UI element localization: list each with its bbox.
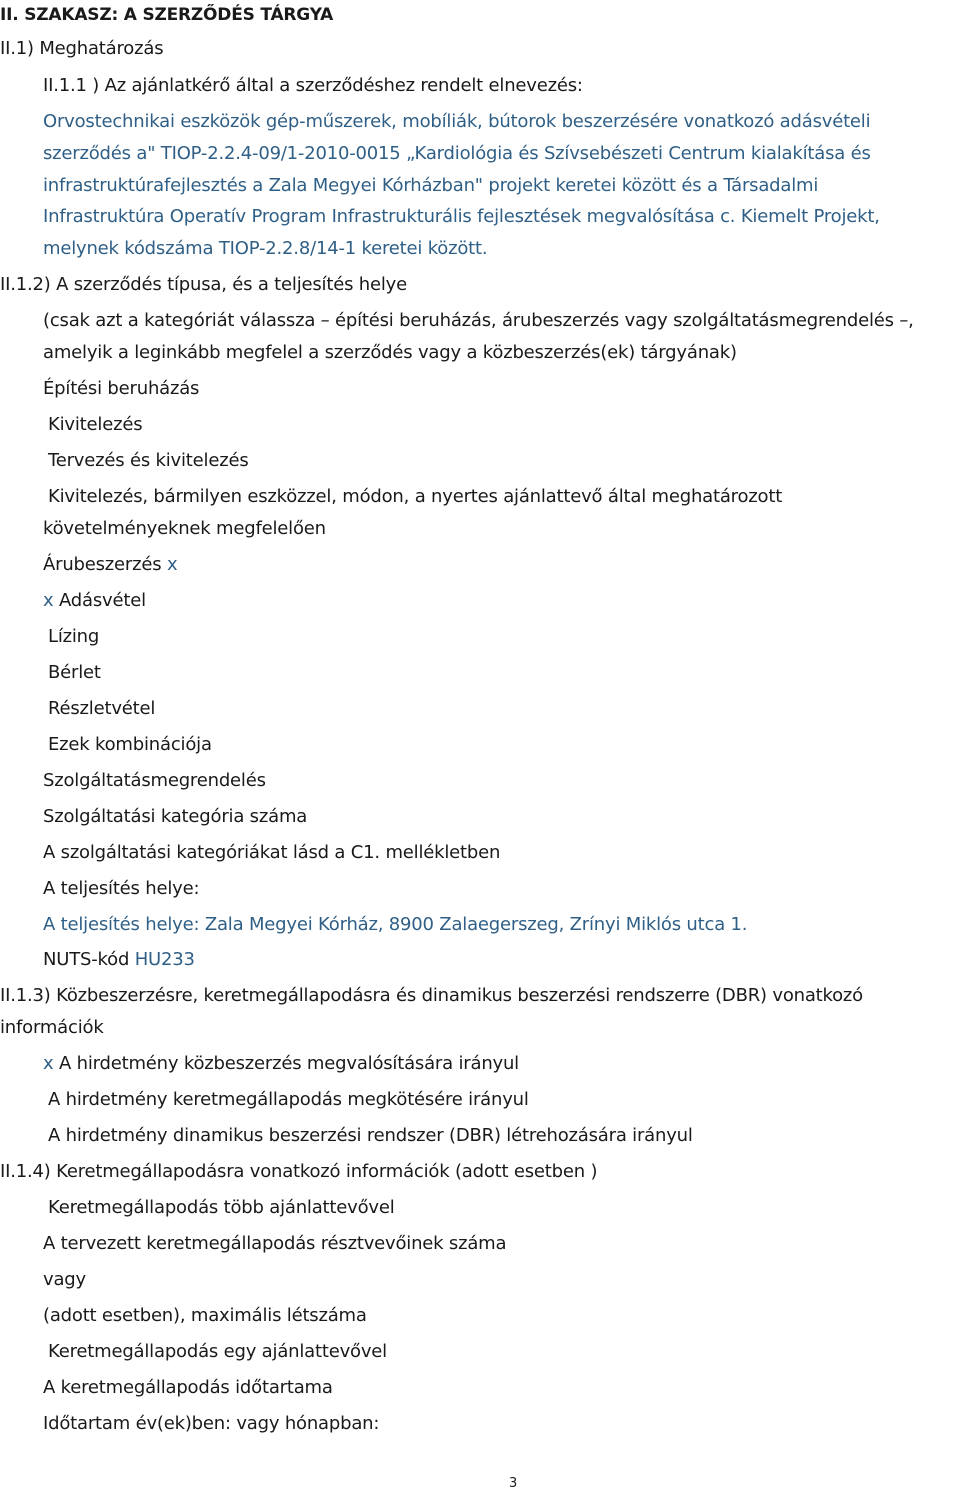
- framework-multi: Keretmegállapodás több ajánlattevővel: [48, 1197, 395, 1218]
- supplies-check-mark: x: [166, 554, 178, 575]
- procurement-check-mark: x: [43, 1053, 54, 1074]
- works-option: Tervezés és kivitelezés: [48, 450, 249, 471]
- contract-name-line: Orvostechnikai eszközök gép-műszerek, mobíliák, bútorok beszerzésére vonatkozó adásvételi: [43, 111, 871, 132]
- supplies-label: Árubeszerzés: [43, 554, 162, 575]
- dps-info-title-continued: információk: [0, 1017, 104, 1038]
- nuts-label: NUTS-kód: [43, 949, 130, 970]
- contract-name-line: szerződés a" TIOP-2.2.4-09/1-2010-0015 „Kardiológia és Szívsebészeti Centrum kialakítása és: [43, 143, 871, 164]
- contract-name-label: II.1.1 ) Az ajánlatkérő által a szerződéshez rendelt elnevezés:: [43, 75, 583, 96]
- framework-or: vagy: [43, 1269, 86, 1290]
- purchase-label: Adásvétel: [58, 590, 146, 611]
- notice-option-procurement: [43, 1052, 519, 1076]
- framework-planned-count: A tervezett keretmegállapodás résztvevőinek száma: [43, 1233, 507, 1254]
- framework-duration: A keretmegállapodás időtartama: [43, 1377, 333, 1398]
- framework-single: Keretmegállapodás egy ajánlattevővel: [48, 1341, 387, 1362]
- contract-name-line: melynek kódszáma TIOP-2.2.8/14-1 keretei között.: [43, 238, 488, 259]
- place-label: A teljesítés helye:: [43, 878, 200, 899]
- contract-type-title: II.1.2) A szerződés típusa, és a teljesítés helye: [0, 274, 408, 295]
- contract-name-line: infrastruktúrafejlesztés a Zala Megyei Kórházban" projekt keretei között és a Társadalmi: [43, 175, 819, 196]
- works-option-continued: követelményeknek megfelelően: [43, 518, 326, 539]
- supplies-option: Részletvétel: [48, 698, 156, 719]
- supplies-option: Bérlet: [48, 662, 101, 683]
- instruction-note: amelyik a leginkább megfelel a szerződés vagy a közbeszerzés(ek) tárgyának): [43, 342, 737, 363]
- contract-name-line: Infrastruktúra Operatív Program Infrastrukturális fejlesztések megvalósítása c. Kiemelt Projekt,: [43, 206, 880, 227]
- procurement-label: A hirdetmény közbeszerzés megvalósítására irányul: [58, 1053, 519, 1074]
- supplies-option: Ezek kombinációja: [48, 734, 212, 755]
- section-title: II. SZAKASZ: A SZERZŐDÉS TÁRGYA: [0, 5, 334, 25]
- services-annex-note: A szolgáltatási kategóriákat lásd a C1. mellékletben: [43, 842, 501, 863]
- works-option: Kivitelezés, bármilyen eszközzel, módon, a nyertes ajánlattevő által meghatározott: [48, 486, 783, 507]
- notice-option-dps: A hirdetmény dinamikus beszerzési rendszer (DBR) létrehozására irányul: [48, 1125, 693, 1146]
- supplies-option: Lízing: [48, 626, 100, 647]
- framework-duration-units: Időtartam év(ek)ben: vagy hónapban:: [43, 1413, 380, 1434]
- notice-option-framework: A hirdetmény keretmegállapodás megkötésére irányul: [48, 1089, 529, 1110]
- works-option: Kivitelezés: [48, 414, 143, 435]
- nuts-code: [43, 948, 195, 972]
- place-value: A teljesítés helye: Zala Megyei Kórház, 8900 Zalaegerszeg, Zrínyi Miklós utca 1.: [43, 914, 748, 935]
- services-category: Szolgáltatásmegrendelés: [43, 770, 266, 791]
- supplies-category: [43, 553, 177, 577]
- services-category-number: Szolgáltatási kategória száma: [43, 806, 308, 827]
- works-category: Építési beruházás: [43, 378, 200, 399]
- supplies-option-purchase: [43, 589, 146, 613]
- framework-info-title: II.1.4) Keretmegállapodásra vonatkozó információk (adott esetben ): [0, 1161, 598, 1182]
- page-number: 3: [509, 1476, 518, 1491]
- purchase-check-mark: x: [43, 590, 54, 611]
- instruction-note: (csak azt a kategóriát válassza – építési beruházás, árubeszerzés vagy szolgáltatásmegrendelés –,: [43, 310, 914, 331]
- framework-max: (adott esetben), maximális létszáma: [43, 1305, 367, 1326]
- dps-info-title: II.1.3) Közbeszerzésre, keretmegállapodásra és dinamikus beszerzési rendszerre (DBR) vonatkozó: [0, 985, 863, 1006]
- nuts-value: HU233: [134, 949, 195, 970]
- subsection-title: II.1) Meghatározás: [0, 38, 164, 59]
